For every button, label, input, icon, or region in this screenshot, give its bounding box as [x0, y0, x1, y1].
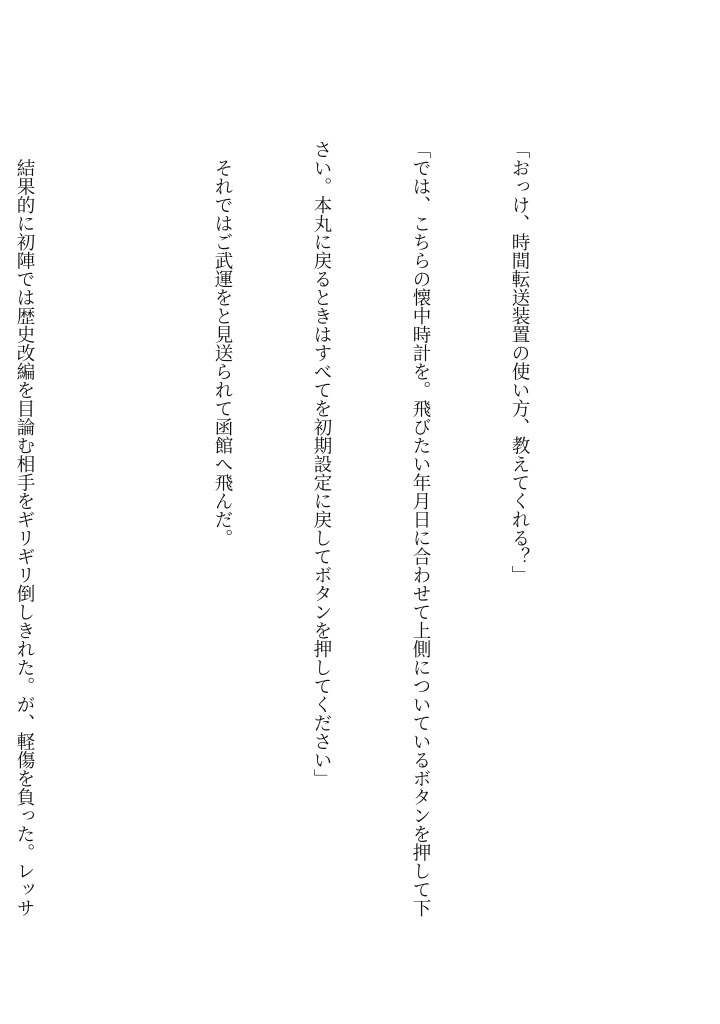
text-line: 「おっけ、時間転送装置の使い方、教えてくれる？」 — [509, 140, 530, 584]
text-line: それではご武運をと見送られて函館へ飛んだ。 — [212, 140, 233, 547]
text-line: 結果的に初陣では歴史改編を目論む相手をギリギリ倒しきれた。が、軽傷を負った。レッサ — [14, 140, 35, 917]
text-line: さい。本丸に戻るときはすべてを初期設定に戻してボタンを押してください」 — [311, 140, 332, 788]
text-line: 「では、こちらの懐中時計を。飛びたい年月日に合わせて上側についているボタンを押して下 — [410, 140, 431, 917]
vertical-text-body — [0, 140, 602, 920]
paragraph-gap — [107, 140, 140, 920]
